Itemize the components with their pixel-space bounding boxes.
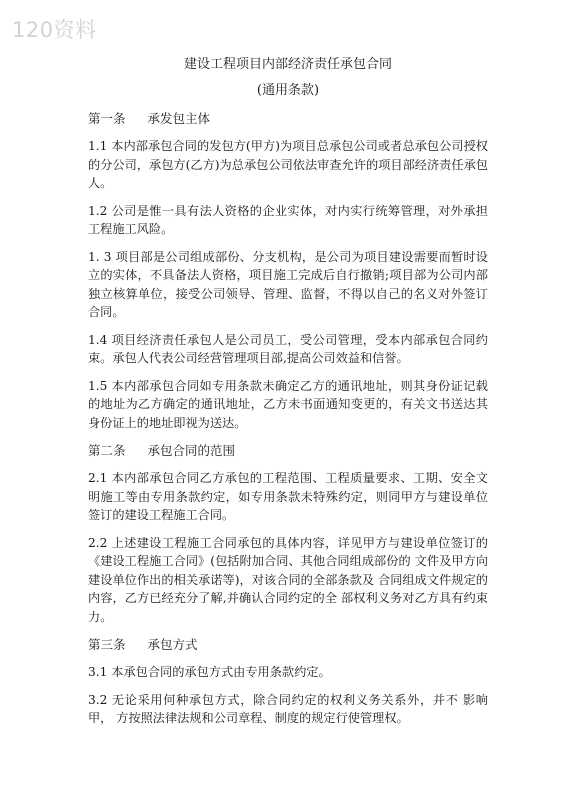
article-heading-2 — [88, 442, 488, 460]
article-heading-1 — [88, 110, 488, 128]
clause-2-2: 2.2 上述建设工程施工合同承包的具体内容，详见甲方与建设单位签订的《建设工程施工合同》(包括附加合同、其他合同组成部份的 文件及甲方向建设单位作出的相关承诺等)，对该合同的全部条款及 合同组成文件规定的内容，乙方已经充分了解,并确认合同约定的全 部权利义务对乙方具有约束力。 — [88, 535, 488, 624]
document-page — [88, 56, 488, 728]
article-number: 第三条 — [88, 637, 126, 652]
article-title: 承发包主体 — [147, 111, 211, 126]
article-number: 第二条 — [88, 443, 126, 458]
watermark-logo: 120资料 — [12, 18, 97, 42]
clause-1-1: 1.1 本内部承包合同的发包方(甲方)为项目总承包公司或者总承包公司授权的分公司，承包方(乙方)为总承包公司依法审查允许的项目部经济责任承包人。 — [88, 139, 488, 190]
clause-1-2: 1.2 公司是惟一具有法人资格的企业实体，对内实行统筹管理，对外承担工程施工风险。 — [88, 203, 488, 236]
article-title: 承包合同的范围 — [147, 443, 236, 458]
clause-1-5: 1.5 本内部承包合同如专用条款未确定乙方的通讯地址，则其身份证记载的地址为乙方确定的通讯地址，乙方未书面通知变更的，有关文书送达其身份证上的地址即视为送达。 — [88, 378, 488, 430]
article-number: 第一条 — [88, 111, 126, 126]
article-title: 承包方式 — [147, 637, 198, 652]
document-title: 建设工程项目内部经济责任承包合同 — [183, 57, 392, 72]
clause-1-4: 1.4 项目经济责任承包人是公司员工，受公司管理，受本内部承包合同约束。承包人代表公司经营管理项目部,提高公司效益和信誉。 — [88, 332, 488, 365]
clause-2-1: 2.1 本内部承包合同乙方承包的工程范围、工程质量要求、工期、安全文明施工等由专用条款约定，如专用条款未特殊约定，则同甲方与建设单位签订的建设工程施工合同。 — [88, 471, 488, 522]
clause-3-1: 3.1 本承包合同的承包方式由专用条款约定。 — [88, 665, 331, 679]
clause-1-3: 1. 3 项目部是公司组成部份、分支机构，是公司为项目建设需要而暂时设立的实体，不具备法人资格，项目施工完成后自行撤销;项目部为公司内部独立核算单位，接受公司领导、管理、监督，不得以自己的名义对外签订合同。 — [88, 249, 488, 319]
article-heading-3 — [88, 636, 488, 654]
document-subtitle: (通用条款) — [256, 83, 320, 98]
clause-3-2: 3.2 无论采用何种承包方式，除合同约定的权利义务关系外，并不 影响甲， 方按照法律法规和公司章程、制度的规定行使管理权。 — [88, 692, 488, 725]
